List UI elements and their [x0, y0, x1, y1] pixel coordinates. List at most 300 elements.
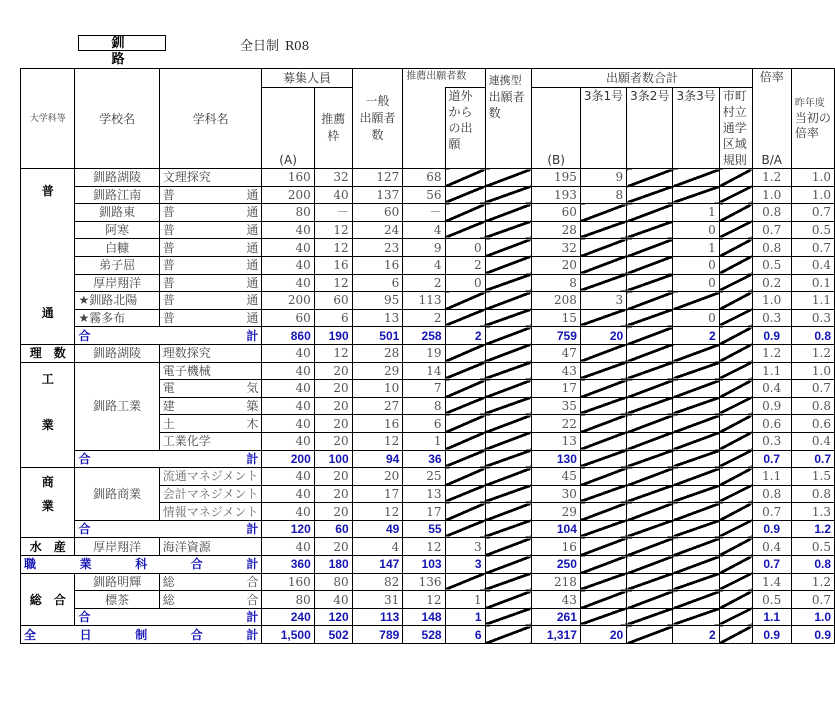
slashed-cell [673, 432, 719, 450]
table-cell: 0.2 [752, 274, 791, 292]
table-cell: 501 [352, 327, 403, 345]
table-cell: 56 [403, 186, 445, 204]
table-cell: 0.4 [791, 256, 834, 274]
slashed-cell [485, 626, 532, 644]
table-cell: 8 [580, 186, 626, 204]
table-cell: 40 [262, 344, 314, 362]
table-cell: 40 [262, 221, 314, 239]
subtotal-row-futsu [21, 327, 835, 345]
table-cell: 6 [403, 415, 445, 433]
table-cell: 20 [314, 415, 352, 433]
slashed-cell [627, 344, 673, 362]
table-cell: 30 [532, 485, 580, 503]
dept-name: 理数探究 [159, 344, 262, 362]
col-dept: 学科名 [159, 69, 262, 169]
table-cell: 16 [352, 415, 403, 433]
table-cell: 0 [445, 274, 485, 292]
table-cell: 31 [352, 591, 403, 609]
table-cell: 1.2 [791, 520, 834, 538]
grand-total-label: 全 日 制 合 計 [21, 626, 262, 644]
table-cell: 0.8 [791, 485, 834, 503]
col-quota-group: 募集人員 [262, 69, 352, 88]
col-quota-a: (A) [262, 88, 314, 169]
table-cell: 12 [352, 432, 403, 450]
slashed-cell [719, 169, 752, 187]
table-cell: 55 [403, 520, 445, 538]
dept-name: 普 通 [159, 221, 262, 239]
dept-name: 電子機械 [159, 362, 262, 380]
slashed-cell [719, 520, 752, 538]
table-cell: 1.0 [752, 186, 791, 204]
slashed-cell [627, 415, 673, 433]
table-cell: 95 [352, 292, 403, 310]
col-art3-2: 3条2号 [627, 88, 673, 169]
table-cell: 0.6 [791, 415, 834, 433]
table-cell: 20 [314, 380, 352, 398]
dept-name: 文理探究 [159, 169, 262, 187]
slashed-cell [719, 362, 752, 380]
table-cell: 4 [403, 221, 445, 239]
table-cell: 82 [352, 573, 403, 591]
table-cell: 7 [403, 380, 445, 398]
table-cell: 250 [532, 556, 580, 574]
table-cell: 4 [403, 256, 445, 274]
table-row [21, 309, 835, 327]
table-cell: 16 [532, 538, 580, 556]
table-cell: 4 [352, 538, 403, 556]
slashed-cell [719, 415, 752, 433]
category-kogyo: 工 業 [21, 362, 75, 468]
slashed-cell [485, 503, 532, 521]
table-cell: 20 [314, 397, 352, 415]
table-cell: 0.4 [752, 380, 791, 398]
table-cell: 2 [673, 327, 719, 345]
table-cell: 60 [314, 292, 352, 310]
table-row [21, 573, 835, 591]
table-cell: 1 [403, 432, 445, 450]
table-cell: 80 [314, 573, 352, 591]
slashed-cell [627, 520, 673, 538]
applications-table [20, 68, 835, 644]
table-cell: 1 [673, 239, 719, 257]
region-title: 釧 路 [78, 35, 166, 51]
table-cell: 40 [262, 468, 314, 486]
table-cell: 8 [532, 274, 580, 292]
slashed-cell [673, 503, 719, 521]
table-cell: 23 [352, 239, 403, 257]
slashed-cell [485, 362, 532, 380]
table-cell: 100 [314, 450, 352, 468]
table-cell: 2 [403, 274, 445, 292]
category-risu: 理 数 [21, 344, 75, 362]
slashed-cell [485, 221, 532, 239]
table-cell: 43 [532, 591, 580, 609]
slashed-cell [580, 397, 626, 415]
table-cell: 0.4 [752, 538, 791, 556]
table-cell: 1.0 [791, 362, 834, 380]
dept-name: 総 合 [159, 591, 262, 609]
slashed-cell [673, 591, 719, 609]
school-name: 釧路商業 [75, 468, 159, 521]
slashed-cell [719, 186, 752, 204]
table-cell: 103 [403, 556, 445, 574]
table-cell: 3 [445, 538, 485, 556]
slashed-cell [627, 362, 673, 380]
table-cell: 0.9 [791, 626, 834, 644]
table-cell: 1.5 [791, 468, 834, 486]
table-cell: 60 [262, 309, 314, 327]
slashed-cell [580, 204, 626, 222]
table-cell: 0.9 [752, 327, 791, 345]
slashed-cell [719, 626, 752, 644]
school-name: 釧路明輝 [75, 573, 159, 591]
slashed-cell [627, 204, 673, 222]
slashed-cell [673, 186, 719, 204]
table-cell: 27 [352, 397, 403, 415]
table-cell: 261 [532, 608, 580, 626]
table-cell: 15 [532, 309, 580, 327]
table-row [21, 204, 835, 222]
col-rec-group: 推薦出願者数 [403, 69, 485, 88]
table-cell: 22 [532, 415, 580, 433]
slashed-cell [485, 520, 532, 538]
slashed-cell [719, 556, 752, 574]
table-cell: 0.5 [791, 221, 834, 239]
dept-name: 流通マネジメント [159, 468, 262, 486]
school-name: 釧路工業 [75, 362, 159, 450]
slashed-cell [719, 538, 752, 556]
table-cell: 0.7 [791, 380, 834, 398]
slashed-cell [485, 204, 532, 222]
table-cell: 0.8 [752, 204, 791, 222]
table-cell: 147 [352, 556, 403, 574]
table-cell: 20 [580, 327, 626, 345]
slashed-cell [580, 450, 626, 468]
slashed-cell [580, 221, 626, 239]
subtotal-row-sogo [21, 608, 835, 626]
slashed-cell [580, 274, 626, 292]
table-cell: 9 [403, 239, 445, 257]
table-cell: 1,317 [532, 626, 580, 644]
slashed-cell [719, 608, 752, 626]
col-general: 一般 出願者 数 [352, 69, 403, 169]
table-cell: 47 [532, 344, 580, 362]
col-school: 学校名 [75, 69, 159, 169]
table-cell: 130 [532, 450, 580, 468]
table-cell: 3 [580, 292, 626, 310]
slashed-cell [627, 591, 673, 609]
table-cell: 1.2 [791, 344, 834, 362]
subtotal-label: 合 計 [75, 450, 262, 468]
table-cell: 127 [352, 169, 403, 187]
table-row [21, 221, 835, 239]
table-row [21, 169, 835, 187]
table-cell: 2 [445, 327, 485, 345]
slashed-cell [627, 327, 673, 345]
table-cell: 20 [314, 503, 352, 521]
slashed-cell [485, 186, 532, 204]
table-cell: 200 [262, 186, 314, 204]
subtotal-label: 合 計 [75, 520, 262, 538]
category-sogo: 総 合 [21, 573, 75, 626]
table-cell: 36 [403, 450, 445, 468]
slashed-cell [485, 292, 532, 310]
slashed-cell [485, 256, 532, 274]
table-cell: 1.0 [791, 186, 834, 204]
slashed-cell [627, 397, 673, 415]
slashed-cell [580, 256, 626, 274]
col-ratio-group: 倍率 [752, 69, 791, 88]
slashed-cell [580, 538, 626, 556]
table-cell: 80 [262, 204, 314, 222]
table-cell: 200 [262, 450, 314, 468]
slashed-cell [445, 221, 485, 239]
table-cell: 0.5 [791, 538, 834, 556]
table-cell: 528 [403, 626, 445, 644]
table-cell: 218 [532, 573, 580, 591]
table-cell: 1.3 [791, 503, 834, 521]
category-suisan: 水 産 [21, 538, 75, 556]
table-cell: 12 [403, 538, 445, 556]
slashed-cell [445, 204, 485, 222]
slashed-cell [580, 520, 626, 538]
slashed-cell [627, 608, 673, 626]
slashed-cell [673, 468, 719, 486]
slashed-cell [445, 485, 485, 503]
table-cell: 0 [673, 309, 719, 327]
slashed-cell [485, 327, 532, 345]
slashed-cell [627, 503, 673, 521]
slashed-cell [627, 221, 673, 239]
table-cell: 240 [262, 608, 314, 626]
col-rec-outside: 道外からの出願 [445, 88, 485, 169]
slashed-cell [673, 608, 719, 626]
table-cell: 20 [352, 468, 403, 486]
table-cell: 1,500 [262, 626, 314, 644]
col-total-b: (B) [532, 88, 580, 169]
slashed-cell [445, 468, 485, 486]
slashed-cell [485, 239, 532, 257]
table-cell: 17 [403, 503, 445, 521]
school-name: 白糠 [75, 239, 159, 257]
table-cell: 1.0 [791, 169, 834, 187]
table-cell: 2 [403, 309, 445, 327]
table-cell: 0.9 [752, 626, 791, 644]
slashed-cell [485, 450, 532, 468]
table-cell: 1.4 [752, 573, 791, 591]
grand-total-row [21, 626, 835, 644]
table-cell: 80 [262, 591, 314, 609]
subtotal-row-shogyo [21, 520, 835, 538]
school-name: 標茶 [75, 591, 159, 609]
slashed-cell [627, 239, 673, 257]
slashed-cell [673, 344, 719, 362]
table-cell: 35 [532, 397, 580, 415]
table-cell: 0 [673, 256, 719, 274]
subtotal-label: 合 計 [75, 608, 262, 626]
slashed-cell [485, 169, 532, 187]
table-cell: 0 [445, 239, 485, 257]
table-cell: 0.8 [791, 556, 834, 574]
table-cell: 43 [532, 362, 580, 380]
slashed-cell [719, 221, 752, 239]
slashed-cell [445, 432, 485, 450]
table-row [21, 344, 835, 362]
table-cell: 160 [262, 573, 314, 591]
slashed-cell [719, 450, 752, 468]
table-cell: 20 [314, 432, 352, 450]
table-cell: 0.8 [791, 397, 834, 415]
table-cell: 20 [532, 256, 580, 274]
slashed-cell [673, 380, 719, 398]
table-cell: 789 [352, 626, 403, 644]
slashed-cell [445, 397, 485, 415]
table-cell: 13 [352, 309, 403, 327]
table-cell: 49 [352, 520, 403, 538]
vocational-total-row [21, 556, 835, 574]
slashed-cell [580, 556, 626, 574]
subtitle [240, 35, 309, 54]
dept-name: 普 通 [159, 239, 262, 257]
table-cell: 40 [262, 380, 314, 398]
header-row-1 [21, 69, 835, 88]
table-cell: 137 [352, 186, 403, 204]
table-cell: 0.3 [752, 432, 791, 450]
slashed-cell [445, 415, 485, 433]
slashed-cell [445, 186, 485, 204]
table-cell: 360 [262, 556, 314, 574]
table-cell: 40 [262, 274, 314, 292]
dept-name: 情報マネジメント [159, 503, 262, 521]
table-cell: 0.6 [752, 415, 791, 433]
table-row [21, 239, 835, 257]
dept-name: 電 気 [159, 380, 262, 398]
table-cell: 28 [532, 221, 580, 239]
table-row [21, 538, 835, 556]
table-cell: 258 [403, 327, 445, 345]
table-cell: 0.5 [752, 591, 791, 609]
table-cell: 1.0 [752, 292, 791, 310]
table-row [21, 256, 835, 274]
table-cell: 12 [352, 503, 403, 521]
slashed-cell [627, 626, 673, 644]
slashed-cell [719, 573, 752, 591]
school-name: ★霧多布 [75, 309, 159, 327]
slashed-cell [485, 468, 532, 486]
table-cell: 17 [352, 485, 403, 503]
slashed-cell [580, 309, 626, 327]
slashed-cell [580, 468, 626, 486]
table-cell: 190 [314, 327, 352, 345]
slashed-cell [580, 573, 626, 591]
slashed-cell [580, 503, 626, 521]
table-cell: 8 [403, 397, 445, 415]
slashed-cell [719, 274, 752, 292]
table-cell: 0.7 [791, 239, 834, 257]
table-cell: 17 [532, 380, 580, 398]
table-cell: 0.4 [791, 432, 834, 450]
table-cell: 45 [532, 468, 580, 486]
school-name: 釧路江南 [75, 186, 159, 204]
table-cell: 0.7 [752, 556, 791, 574]
slashed-cell [627, 468, 673, 486]
table-cell: 12 [314, 221, 352, 239]
school-name: ★釧路北陽 [75, 292, 159, 310]
table-cell: 1.1 [752, 468, 791, 486]
table-cell: 0.8 [752, 239, 791, 257]
slashed-cell [719, 204, 752, 222]
table-cell: 0.7 [752, 503, 791, 521]
slashed-cell [673, 292, 719, 310]
slashed-cell [673, 538, 719, 556]
table-cell: 40 [314, 591, 352, 609]
slashed-cell [445, 169, 485, 187]
slashed-cell [485, 485, 532, 503]
slashed-cell [580, 239, 626, 257]
slashed-cell [719, 591, 752, 609]
table-row [21, 591, 835, 609]
slashed-cell [445, 292, 485, 310]
table-cell: 12 [314, 344, 352, 362]
table-row [21, 186, 835, 204]
slashed-cell [580, 344, 626, 362]
table-cell: 0.3 [752, 309, 791, 327]
table-cell: 0.7 [752, 221, 791, 239]
table-cell: － [314, 204, 352, 222]
table-cell: 1.2 [752, 169, 791, 187]
table-cell: 20 [314, 538, 352, 556]
slashed-cell [485, 573, 532, 591]
table-cell: 12 [314, 239, 352, 257]
table-cell: 60 [314, 520, 352, 538]
dept-name: 建 築 [159, 397, 262, 415]
table-cell: 0.5 [752, 256, 791, 274]
table-cell: 0.3 [791, 309, 834, 327]
table-cell: 0.7 [791, 591, 834, 609]
slashed-cell [627, 309, 673, 327]
slashed-cell [445, 573, 485, 591]
table-cell: 0.7 [791, 204, 834, 222]
table-cell: 24 [352, 221, 403, 239]
slashed-cell [580, 485, 626, 503]
slashed-cell [719, 468, 752, 486]
slashed-cell [485, 274, 532, 292]
table-cell: 40 [262, 415, 314, 433]
table-cell: 40 [262, 397, 314, 415]
slashed-cell [627, 292, 673, 310]
dept-name: 普 通 [159, 186, 262, 204]
schedule-type: 全日制 [240, 39, 280, 54]
slashed-cell [673, 520, 719, 538]
slashed-cell [485, 344, 532, 362]
slashed-cell [485, 538, 532, 556]
slashed-cell [445, 344, 485, 362]
table-cell: 200 [262, 292, 314, 310]
table-cell: 0.7 [791, 450, 834, 468]
dept-name: 普 通 [159, 309, 262, 327]
slashed-cell [627, 573, 673, 591]
dept-name: 工業化学 [159, 432, 262, 450]
table-cell: 148 [403, 608, 445, 626]
table-cell: 208 [532, 292, 580, 310]
col-quota-rec: 推薦 枠 [314, 88, 352, 169]
slashed-cell [445, 309, 485, 327]
col-art3-3: 3条3号 [673, 88, 719, 169]
table-cell: 195 [532, 169, 580, 187]
table-cell: 1.1 [791, 292, 834, 310]
table-row [21, 292, 835, 310]
slashed-cell [673, 573, 719, 591]
